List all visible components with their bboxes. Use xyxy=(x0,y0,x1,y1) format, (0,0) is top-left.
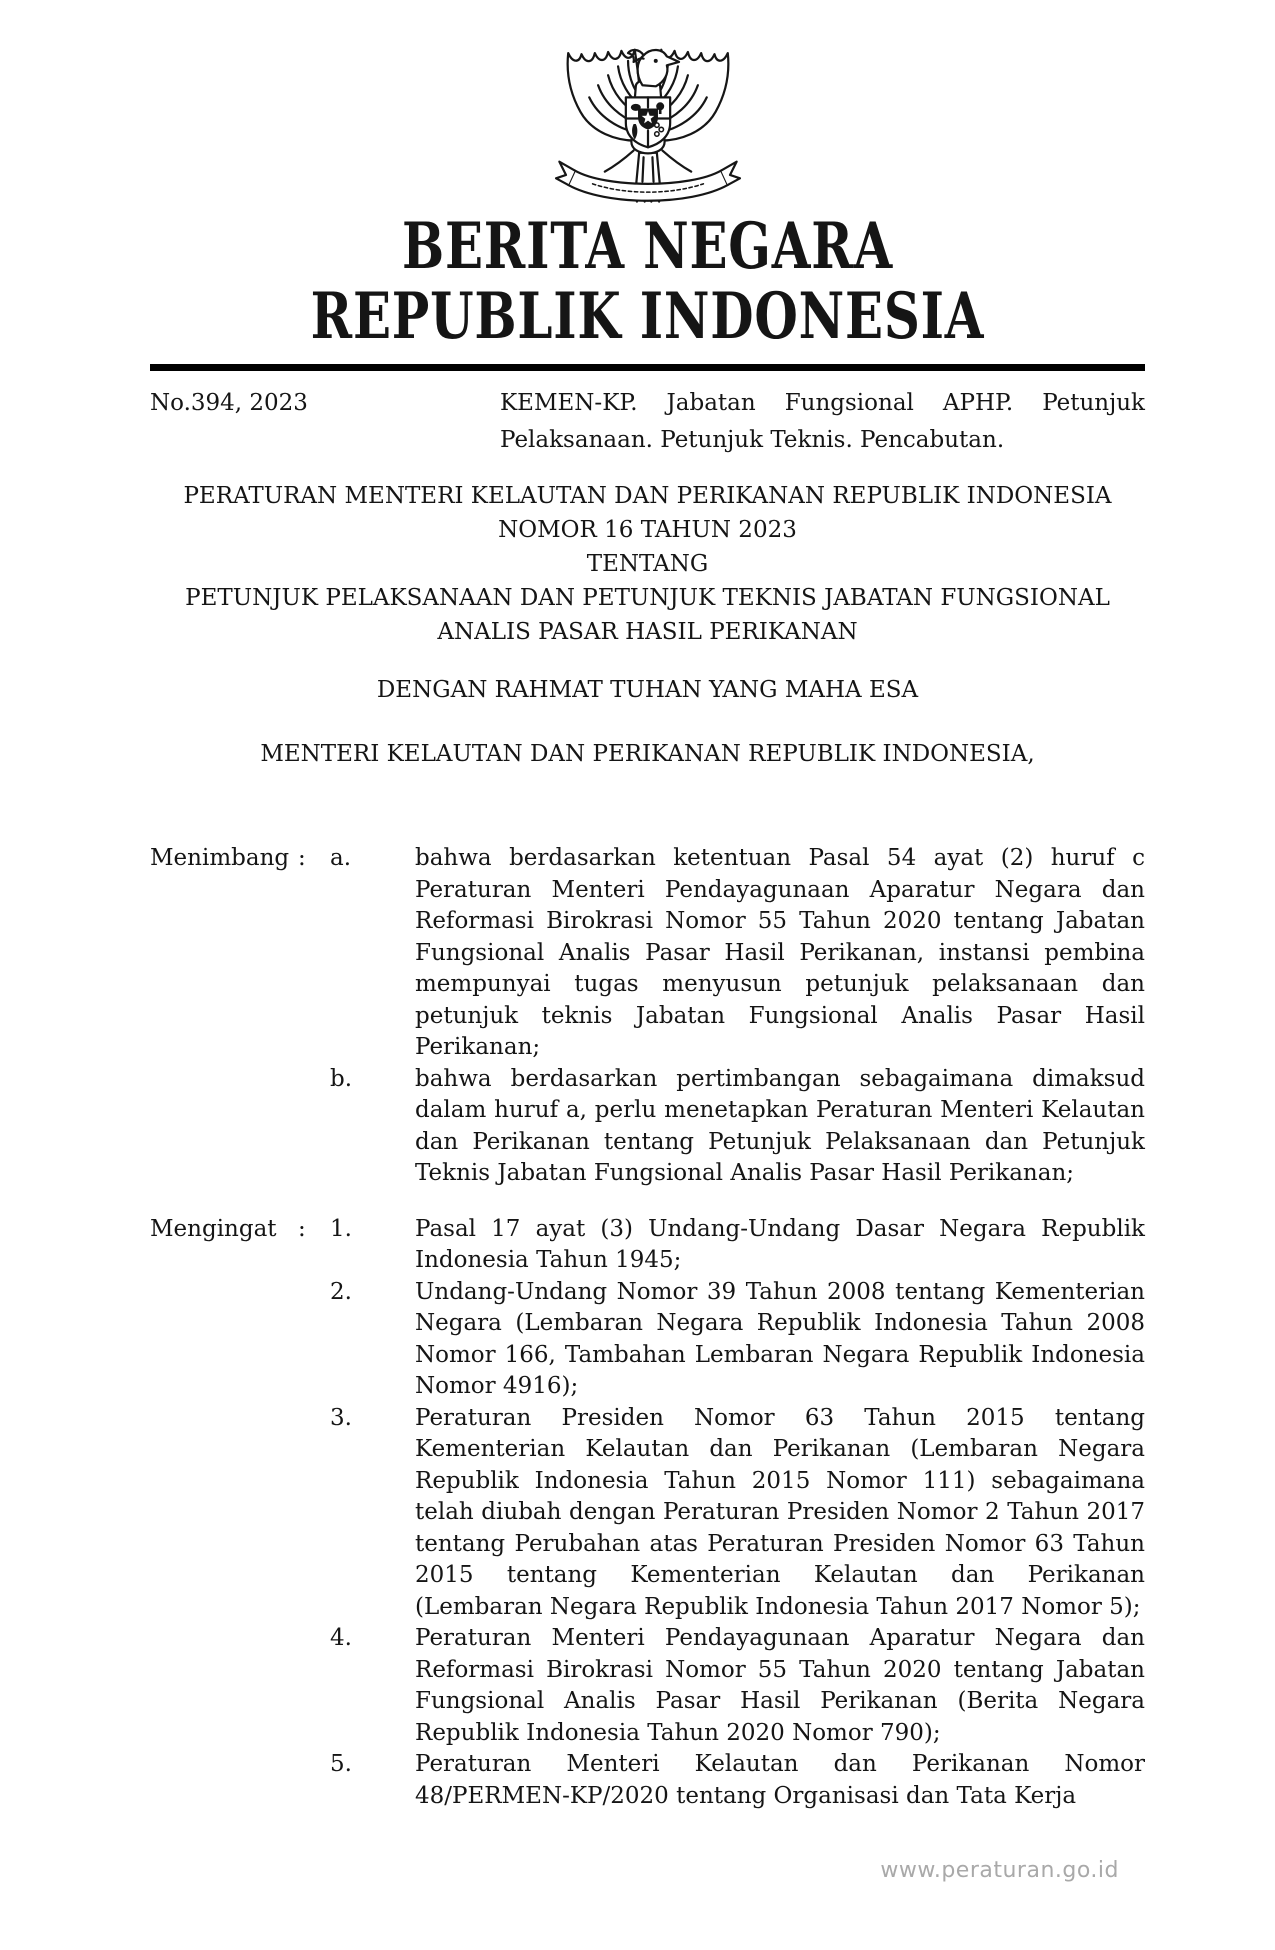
heading-line-1: PERATURAN MENTERI KELAUTAN DAN PERIKANAN REPUBLIK INDONESIA xyxy=(183,483,1112,509)
considerations-colon: : xyxy=(298,845,306,871)
item-text: bahwa berdasarkan pertimbangan sebagaimana dimaksud dalam huruf a, perlu menetapkan Peraturan Menteri Kelautan dan Perikanan tentang Petunjuk Pelaksanaan dan Petunjuk Teknis Jabatan Fungsional Analis Pasar Hasil Perikanan; xyxy=(415,1065,1145,1186)
issue-number: No.394, 2023 xyxy=(150,390,308,416)
subject-line: KEMEN-KP. Jabatan Fungsional APHP. Petunjuk Pelaksanaan. Petunjuk Teknis. Pencabutan. xyxy=(500,390,1145,453)
consideration-item xyxy=(330,1064,1145,1190)
item-marker: 4. xyxy=(330,1625,352,1651)
regulation-heading xyxy=(150,479,1145,649)
item-text: bahwa berdasarkan ketentuan Pasal 54 ayat (2) huruf c Peraturan Menteri Pendayagunaan Aparatur Negara dan Reformasi Birokrasi Nomor 55 Tahun 2020 tentang Jabatan Fungsional Analis Pasar Hasil Perikanan, instansi pembina mempunyai tugas menyusun petunjuk pelaksanaan dan petunjuk teknis Jabatan Fungsional Analis Pasar Hasil Perikanan; xyxy=(415,845,1145,1060)
invocation-line: DENGAN RAHMAT TUHAN YANG MAHA ESA xyxy=(376,677,919,703)
heading-line-3: TENTANG xyxy=(586,551,709,577)
gazette-title-line2: REPUBLIK INDONESIA xyxy=(310,279,985,354)
legal-basis-item xyxy=(330,1214,1145,1277)
item-marker: 3. xyxy=(330,1404,352,1431)
item-text: Pasal 17 ayat (3) Undang-Undang Dasar Negara Republik Indonesia Tahun 1945; xyxy=(415,1215,1145,1273)
item-marker: b. xyxy=(330,1065,353,1092)
legal-basis-item xyxy=(330,1623,1145,1749)
legal-basis-label: Mengingat xyxy=(150,1215,277,1242)
legal-basis-item xyxy=(330,1749,1145,1812)
authority-line: MENTERI KELAUTAN DAN PERIKANAN REPUBLIK INDONESIA, xyxy=(260,741,1035,767)
item-marker: 5. xyxy=(330,1751,352,1777)
issue-row xyxy=(150,385,1145,459)
consideration-item xyxy=(330,843,1145,1064)
item-text: Peraturan Presiden Nomor 63 Tahun 2015 tentang Kementerian Kelautan dan Perikanan (Lembaran Negara Republik Indonesia Tahun 2015 Nomor 111) sebagaimana telah diubah dengan Peraturan Presiden Nomor 2 Tahun 2017 tentang Perubahan atas Peraturan Presiden Nomor 63 Tahun 2015 tentang Kementerian Kelautan dan Perikanan (Lembaran Negara Republik Indonesia Tahun 2017 Nomor 5); xyxy=(415,1404,1145,1620)
item-text: Peraturan Menteri Pendayagunaan Aparatur Negara dan Reformasi Birokrasi Nomor 55 Tahun 2020 tentang Jabatan Fungsional Analis Pasar Hasil Perikanan (Berita Negara Republik Indonesia Tahun 2020 Nomor 790); xyxy=(415,1625,1145,1746)
legal-basis-section xyxy=(150,1214,1145,1813)
masthead-emblem-wrap xyxy=(150,0,1145,206)
garuda-pancasila-emblem xyxy=(548,42,748,206)
considerations-items xyxy=(330,843,1145,1190)
heading-line-5: ANALIS PASAR HASIL PERIKANAN xyxy=(437,619,858,645)
heading-line-4: PETUNJUK PELAKSANAAN DAN PETUNJUK TEKNIS JABATAN FUNGSIONAL xyxy=(185,585,1110,611)
gazette-title-line1: BERITA NEGARA xyxy=(401,209,894,284)
item-marker: a. xyxy=(330,845,352,871)
considerations-label: Menimbang xyxy=(150,845,290,871)
legal-basis-item xyxy=(330,1277,1145,1403)
watermark-url: www.peraturan.go.id xyxy=(880,1858,1119,1883)
legal-basis-colon: : xyxy=(298,1215,306,1242)
legal-basis-item xyxy=(330,1403,1145,1624)
considerations-section xyxy=(150,843,1145,1190)
legal-basis-items xyxy=(330,1214,1145,1813)
item-text: Peraturan Menteri Kelautan dan Perikanan Nomor 48/PERMEN-KP/2020 tentang Organisasi dan Tata Kerja xyxy=(415,1751,1145,1809)
masthead-rule xyxy=(150,364,1145,371)
item-text: Undang-Undang Nomor 39 Tahun 2008 tentang Kementerian Negara (Lembaran Negara Republik Indonesia Tahun 2008 Nomor 166, Tambahan Lembaran Negara Republik Indonesia Nomor 4916); xyxy=(415,1278,1145,1399)
heading-line-2: NOMOR 16 TAHUN 2023 xyxy=(498,517,797,543)
item-marker: 1. xyxy=(330,1215,352,1242)
item-marker: 2. xyxy=(330,1278,352,1305)
